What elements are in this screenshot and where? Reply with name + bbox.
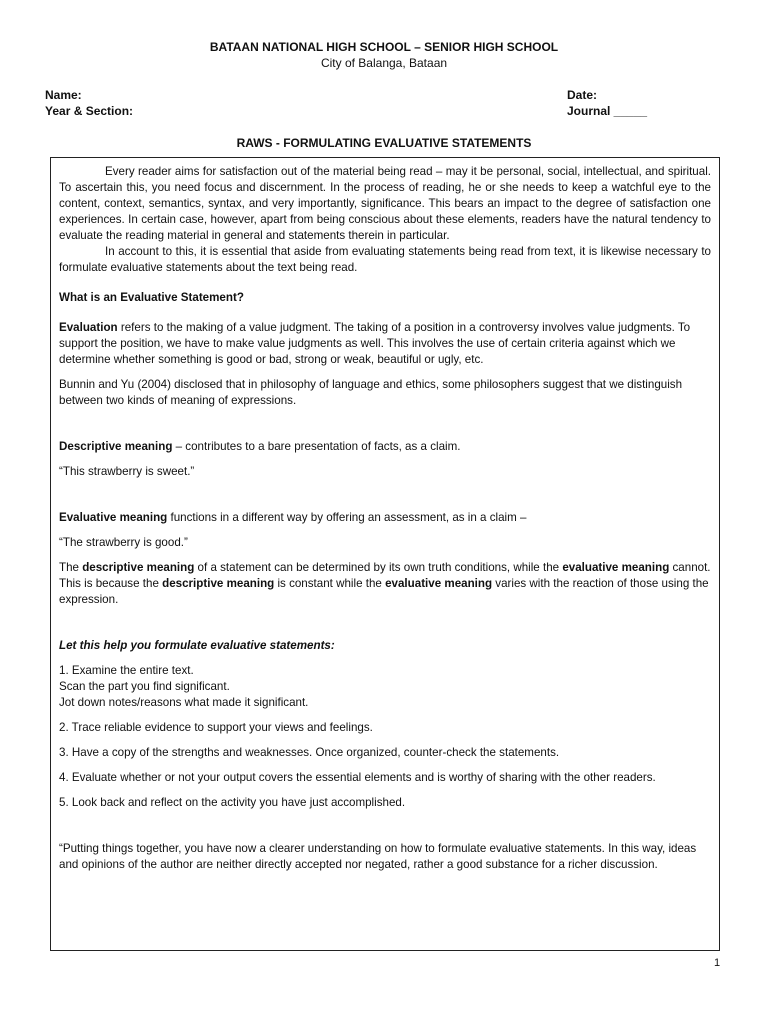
year-section-label: Year & Section: [45,104,134,118]
bunnin-paragraph: Bunnin and Yu (2004) disclosed that in philosophy of language and ethics, some philosophers suggest that we distinguish between two kinds of meaning of expressions. [59,378,683,407]
evaluation-term: Evaluation [59,321,118,334]
contrast-text: varies with the reaction of those using the expression. [59,577,709,606]
evaluative-example: “The strawberry is good.” [59,536,188,549]
contrast-paragraph [59,560,711,608]
contrast-text: The [59,561,83,574]
contrast-term: descriptive meaning [162,577,275,590]
step-1-line-a: 1. Examine the entire text. [59,664,194,677]
step-3: 3. Have a copy of the strengths and weaknesses. Once organized, counter-check the statements. [59,746,560,759]
intro-paragraph-2: In account to this, it is essential that aside from evaluating statements being read from text, it is likewise necessary to formulate evaluative statements about the text being read. [59,245,711,274]
meta-row-2 [45,104,675,118]
contrast-text: of a statement can be determined by its own truth conditions, while the [194,561,563,574]
name-label: Name: [45,88,82,102]
date-label: Date: [567,88,598,102]
closing-paragraph: “Putting things together, you have now a clearer understanding on how to formulate evaluative statements. In this way, ideas and opinions of the author are neither directly accepted nor negated, rather a good substance for a richer discussion. [59,842,697,871]
school-city: City of Balanga, Bataan [320,56,448,70]
step-2: 2. Trace reliable evidence to support your views and feelings. [59,721,373,734]
meta-row-1 [45,88,675,102]
document-title: RAWS - FORMULATING EVALUATIVE STATEMENTS [236,136,532,150]
descriptive-example: “This strawberry is sweet.” [59,465,195,478]
intro-paragraph-1: Every reader aims for satisfaction out of the material being read – may it be personal, social, intellectual, and spiritual. To ascertain this, you need focus and discernment. In the process of reading, he or she needs to keep a watchful eye to the content, context, semantics, syntax, and very importantly, significance. This bears an impact to the degree of satisfaction one experiences. In certain case, however, apart from being conscious about these elements, readers have the natural tendency to evaluate the reading material in general and statements therein in particular. [59,165,711,242]
descriptive-paragraph [59,439,711,455]
content-box [50,157,720,951]
evaluative-paragraph [59,510,711,526]
page-number: 1 [714,957,721,969]
evaluative-text: functions in a different way by offering an assessment, as in a claim – [167,511,527,524]
contrast-text: is constant while the [274,577,386,590]
contrast-term: evaluative meaning [385,577,493,590]
step-4: 4. Evaluate whether or not your output covers the essential elements and is worthy of sharing with the other readers. [59,771,656,784]
descriptive-text: – contributes to a bare presentation of facts, as a claim. [172,440,461,453]
school-name: BATAAN NATIONAL HIGH SCHOOL – SENIOR HIGH SCHOOL [209,40,559,54]
step-1 [59,663,711,711]
contrast-term: descriptive meaning [82,561,195,574]
document-header [0,40,768,70]
step-5: 5. Look back and reflect on the activity you have just accomplished. [59,796,406,809]
descriptive-term: Descriptive meaning [59,440,173,453]
journal-label: Journal _____ [567,104,648,118]
question-heading: What is an Evaluative Statement? [59,291,244,304]
step-1-line-c: Jot down notes/reasons what made it significant. [59,696,309,709]
evaluation-paragraph [59,320,711,368]
guide-heading: Let this help you formulate evaluative statements: [59,639,335,652]
evaluation-text: refers to the making of a value judgment. The taking of a position in a controversy involves value judgments. To support the position, we have to make value judgments as well. This involves the use of certain criteria against which we determine whether something is good or bad, strong or weak, beautiful or ugly, etc. [59,321,691,366]
contrast-term: evaluative meaning [562,561,670,574]
contrast-text: cannot. This is because the [59,561,711,590]
step-1-line-b: Scan the part you find significant. [59,680,230,693]
evaluative-term: Evaluative meaning [59,511,168,524]
